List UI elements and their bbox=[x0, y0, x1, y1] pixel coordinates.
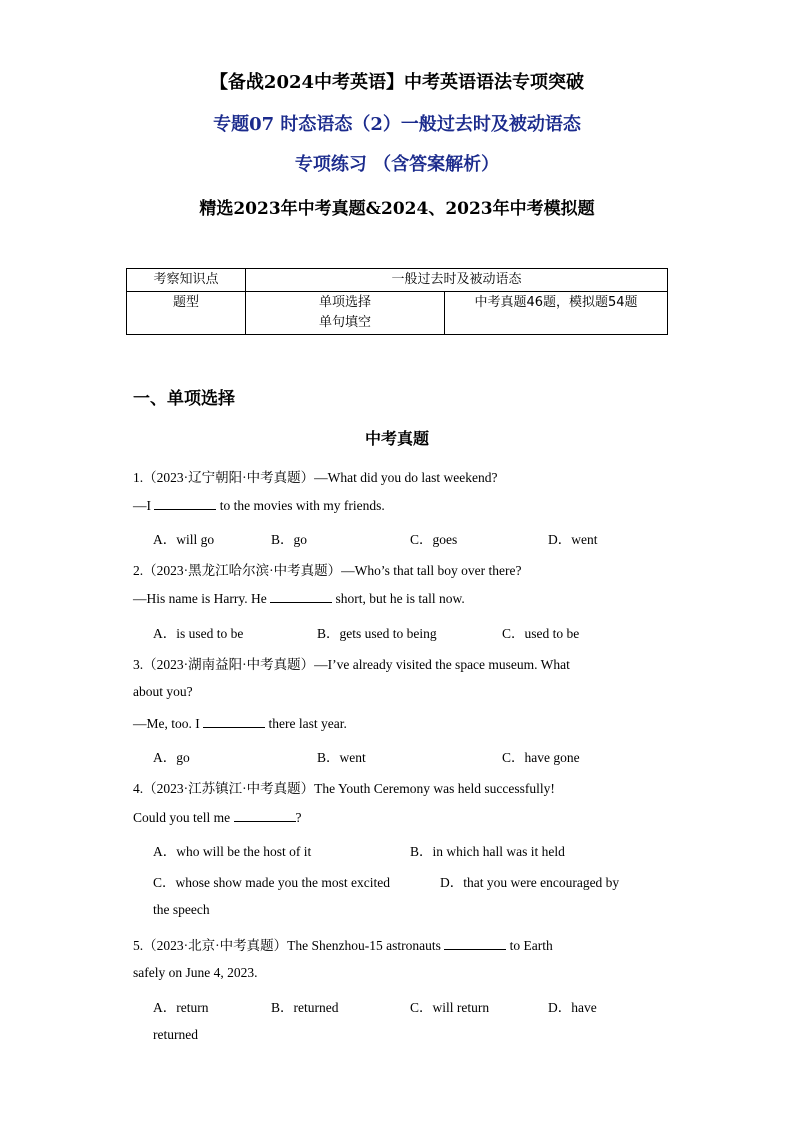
q2-stem: 2.（2023·黑龙江哈尔滨·中考真题）—Who’s that tall boy over there? bbox=[133, 563, 522, 578]
question-type-1: 单项选择 bbox=[318, 295, 371, 310]
text: —His name is Harry. He bbox=[133, 591, 271, 606]
text: to the movies with my friends. bbox=[216, 498, 385, 513]
blank bbox=[234, 809, 296, 822]
table-row bbox=[127, 269, 668, 292]
text: to Earth bbox=[506, 938, 553, 953]
text: —I bbox=[133, 498, 155, 513]
q3-line3 bbox=[133, 715, 347, 732]
q1-option-a: A．will go bbox=[153, 532, 215, 547]
q1-option-d: D．went bbox=[548, 532, 598, 547]
table-cell bbox=[246, 292, 445, 335]
q4-stem: 4.（2023·江苏镇江·中考真题）The Youth Ceremony was held successfully! bbox=[133, 781, 555, 796]
q1-stem: 1.（2023·辽宁朝阳·中考真题）—What did you do last weekend? bbox=[133, 470, 498, 485]
q5-option-b: B．returned bbox=[271, 1000, 339, 1015]
table-cell: 题型 bbox=[127, 292, 246, 335]
text: ? bbox=[295, 810, 302, 825]
q2-line2 bbox=[133, 590, 465, 607]
q3-option-a: A．go bbox=[153, 750, 190, 765]
document-title: 【备战2024中考英语】中考英语语法专项突破 bbox=[209, 72, 585, 93]
q1-option-b: B．go bbox=[271, 532, 308, 547]
topic-title: 专题07 时态语态（2）一般过去时及被动语态 bbox=[213, 114, 581, 135]
table-cell: 中考真题46题，模拟题54题 bbox=[445, 292, 668, 335]
q5-option-a: A．return bbox=[153, 1000, 209, 1015]
text: 5.（2023·北京·中考真题）The Shenzhou-15 astronauts bbox=[133, 938, 445, 953]
blank bbox=[270, 590, 332, 603]
q1-option-c: C．goes bbox=[410, 532, 458, 547]
q5-line2: safely on June 4, 2023. bbox=[133, 965, 258, 980]
blank bbox=[154, 497, 216, 510]
info-table bbox=[126, 268, 668, 335]
q4-option-b: B．in which hall was it held bbox=[410, 844, 565, 859]
text: —Me, too. I bbox=[133, 716, 204, 731]
section-subheading: 中考真题 bbox=[364, 429, 429, 448]
q4-option-d: D．that you were encouraged by bbox=[440, 875, 620, 890]
question-type-2: 单句填空 bbox=[318, 315, 371, 330]
q3-option-b: B．went bbox=[317, 750, 366, 765]
text: short, but he is tall now. bbox=[332, 591, 465, 606]
q5-option-d-cont: returned bbox=[153, 1027, 198, 1042]
practice-subtitle: 专项练习 （含答案解析） bbox=[294, 154, 500, 175]
q2-option-c: C．used to be bbox=[502, 626, 580, 641]
q4-option-d-cont: the speech bbox=[153, 902, 210, 917]
table-cell: 考察知识点 bbox=[127, 269, 246, 292]
q3-stem: 3.（2023·湖南益阳·中考真题）—I’ve already visited the space museum. What bbox=[133, 657, 570, 672]
text: Could you tell me bbox=[133, 810, 234, 825]
q2-option-b: B．gets used to being bbox=[317, 626, 437, 641]
q5-option-c: C．will return bbox=[410, 1000, 490, 1015]
q3-option-c: C．have gone bbox=[502, 750, 580, 765]
q5-option-d: D．have bbox=[548, 1000, 597, 1015]
text: there last year. bbox=[265, 716, 347, 731]
q5-stem bbox=[133, 934, 553, 954]
section-heading: 一、单项选择 bbox=[133, 389, 235, 409]
blank bbox=[203, 715, 265, 728]
q4-option-c: C．whose show made you the most excited bbox=[153, 875, 390, 890]
source-subtitle: 精选2023年中考真题&2024、2023年中考模拟题 bbox=[199, 199, 595, 219]
q2-option-a: A．is used to be bbox=[153, 626, 244, 641]
q1-line2 bbox=[133, 497, 385, 514]
table-cell: 一般过去时及被动语态 bbox=[246, 269, 668, 292]
table-row bbox=[127, 292, 668, 335]
q4-option-a: A．who will be the host of it bbox=[153, 844, 312, 859]
q4-line2 bbox=[133, 809, 302, 826]
blank bbox=[444, 937, 506, 950]
q3-line2: about you? bbox=[133, 684, 193, 699]
